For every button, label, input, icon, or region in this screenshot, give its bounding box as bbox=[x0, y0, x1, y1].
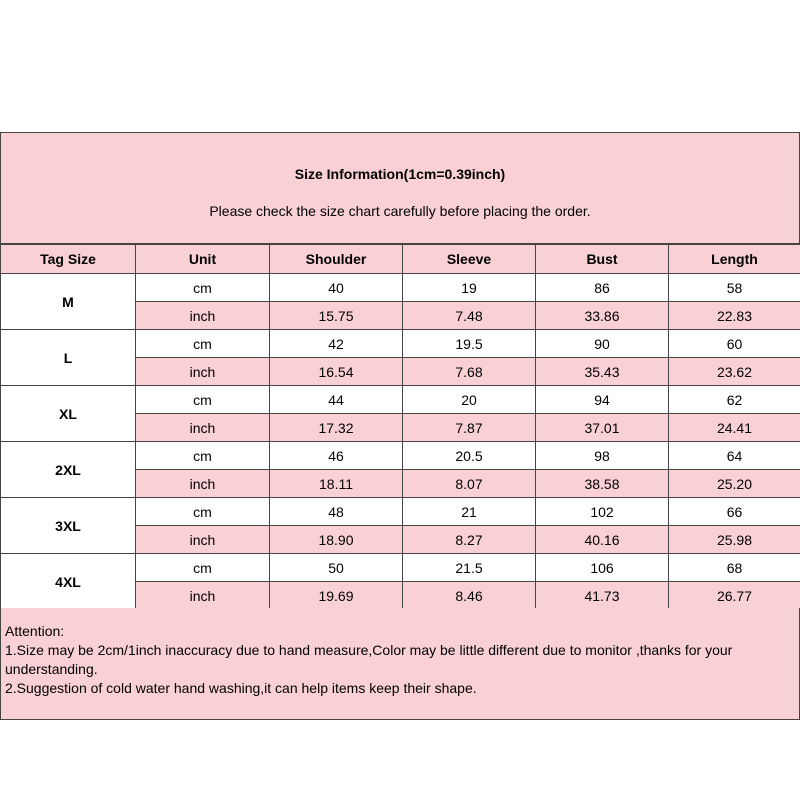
unit-cell: inch bbox=[136, 582, 270, 610]
table-row bbox=[1, 274, 800, 302]
sleeve-cell: 7.68 bbox=[403, 358, 536, 386]
header-unit: Unit bbox=[136, 245, 270, 274]
attention-line-1: 1.Size may be 2cm/1inch inaccuracy due to hand measure,Color may be little different due to monitor ,thanks for your understanding. bbox=[5, 642, 733, 677]
length-cell: 62 bbox=[669, 386, 800, 414]
unit-cell: inch bbox=[136, 358, 270, 386]
shoulder-cell: 19.69 bbox=[270, 582, 403, 610]
header-shoulder: Shoulder bbox=[270, 245, 403, 274]
shoulder-cell: 18.90 bbox=[270, 526, 403, 554]
bust-cell: 106 bbox=[536, 554, 669, 582]
shoulder-cell: 50 bbox=[270, 554, 403, 582]
header-bust: Bust bbox=[536, 245, 669, 274]
length-cell: 25.98 bbox=[669, 526, 800, 554]
length-cell: 22.83 bbox=[669, 302, 800, 330]
tag-size-cell: L bbox=[1, 330, 136, 386]
length-cell: 60 bbox=[669, 330, 800, 358]
unit-cell: cm bbox=[136, 274, 270, 302]
header-tag-size: Tag Size bbox=[1, 245, 136, 274]
sleeve-cell: 20.5 bbox=[403, 442, 536, 470]
sleeve-cell: 8.07 bbox=[403, 470, 536, 498]
bust-cell: 40.16 bbox=[536, 526, 669, 554]
unit-cell: cm bbox=[136, 386, 270, 414]
unit-cell: cm bbox=[136, 498, 270, 526]
length-cell: 25.20 bbox=[669, 470, 800, 498]
sleeve-cell: 19.5 bbox=[403, 330, 536, 358]
table-row bbox=[1, 330, 800, 358]
sleeve-cell: 21.5 bbox=[403, 554, 536, 582]
tag-size-cell: 4XL bbox=[1, 554, 136, 610]
unit-cell: inch bbox=[136, 470, 270, 498]
unit-cell: cm bbox=[136, 330, 270, 358]
table-row bbox=[1, 442, 800, 470]
bust-cell: 94 bbox=[536, 386, 669, 414]
length-cell: 66 bbox=[669, 498, 800, 526]
unit-cell: inch bbox=[136, 414, 270, 442]
bust-cell: 102 bbox=[536, 498, 669, 526]
bust-cell: 41.73 bbox=[536, 582, 669, 610]
size-info-title: Size Information(1cm=0.39inch) bbox=[0, 132, 800, 187]
shoulder-cell: 48 bbox=[270, 498, 403, 526]
shoulder-cell: 15.75 bbox=[270, 302, 403, 330]
header-sleeve: Sleeve bbox=[403, 245, 536, 274]
sleeve-cell: 21 bbox=[403, 498, 536, 526]
bust-cell: 98 bbox=[536, 442, 669, 470]
sleeve-cell: 8.46 bbox=[403, 582, 536, 610]
table-header-row bbox=[1, 245, 800, 274]
bust-cell: 86 bbox=[536, 274, 669, 302]
shoulder-cell: 46 bbox=[270, 442, 403, 470]
header-length: Length bbox=[669, 245, 800, 274]
length-cell: 24.41 bbox=[669, 414, 800, 442]
unit-cell: cm bbox=[136, 554, 270, 582]
sleeve-cell: 19 bbox=[403, 274, 536, 302]
shoulder-cell: 42 bbox=[270, 330, 403, 358]
size-check-notice: Please check the size chart carefully before placing the order. bbox=[0, 186, 800, 244]
length-cell: 64 bbox=[669, 442, 800, 470]
table-row bbox=[1, 498, 800, 526]
length-cell: 26.77 bbox=[669, 582, 800, 610]
bust-cell: 35.43 bbox=[536, 358, 669, 386]
unit-cell: cm bbox=[136, 442, 270, 470]
table-row bbox=[1, 554, 800, 582]
shoulder-cell: 40 bbox=[270, 274, 403, 302]
bust-cell: 33.86 bbox=[536, 302, 669, 330]
attention-line-2: 2.Suggestion of cold water hand washing,it can help items keep their shape. bbox=[5, 680, 477, 696]
length-cell: 58 bbox=[669, 274, 800, 302]
sleeve-cell: 20 bbox=[403, 386, 536, 414]
shoulder-cell: 44 bbox=[270, 386, 403, 414]
tag-size-cell: XL bbox=[1, 386, 136, 442]
sleeve-cell: 7.87 bbox=[403, 414, 536, 442]
shoulder-cell: 17.32 bbox=[270, 414, 403, 442]
bust-cell: 90 bbox=[536, 330, 669, 358]
sleeve-cell: 7.48 bbox=[403, 302, 536, 330]
attention-heading: Attention: bbox=[5, 623, 65, 639]
shoulder-cell: 16.54 bbox=[270, 358, 403, 386]
length-cell: 68 bbox=[669, 554, 800, 582]
tag-size-cell: M bbox=[1, 274, 136, 330]
tag-size-cell: 2XL bbox=[1, 442, 136, 498]
bust-cell: 37.01 bbox=[536, 414, 669, 442]
attention-note bbox=[0, 608, 800, 720]
sleeve-cell: 8.27 bbox=[403, 526, 536, 554]
shoulder-cell: 18.11 bbox=[270, 470, 403, 498]
table-row bbox=[1, 386, 800, 414]
unit-cell: inch bbox=[136, 526, 270, 554]
tag-size-cell: 3XL bbox=[1, 498, 136, 554]
unit-cell: inch bbox=[136, 302, 270, 330]
length-cell: 23.62 bbox=[669, 358, 800, 386]
bust-cell: 38.58 bbox=[536, 470, 669, 498]
size-chart-sheet bbox=[0, 132, 800, 720]
size-table bbox=[0, 244, 800, 610]
